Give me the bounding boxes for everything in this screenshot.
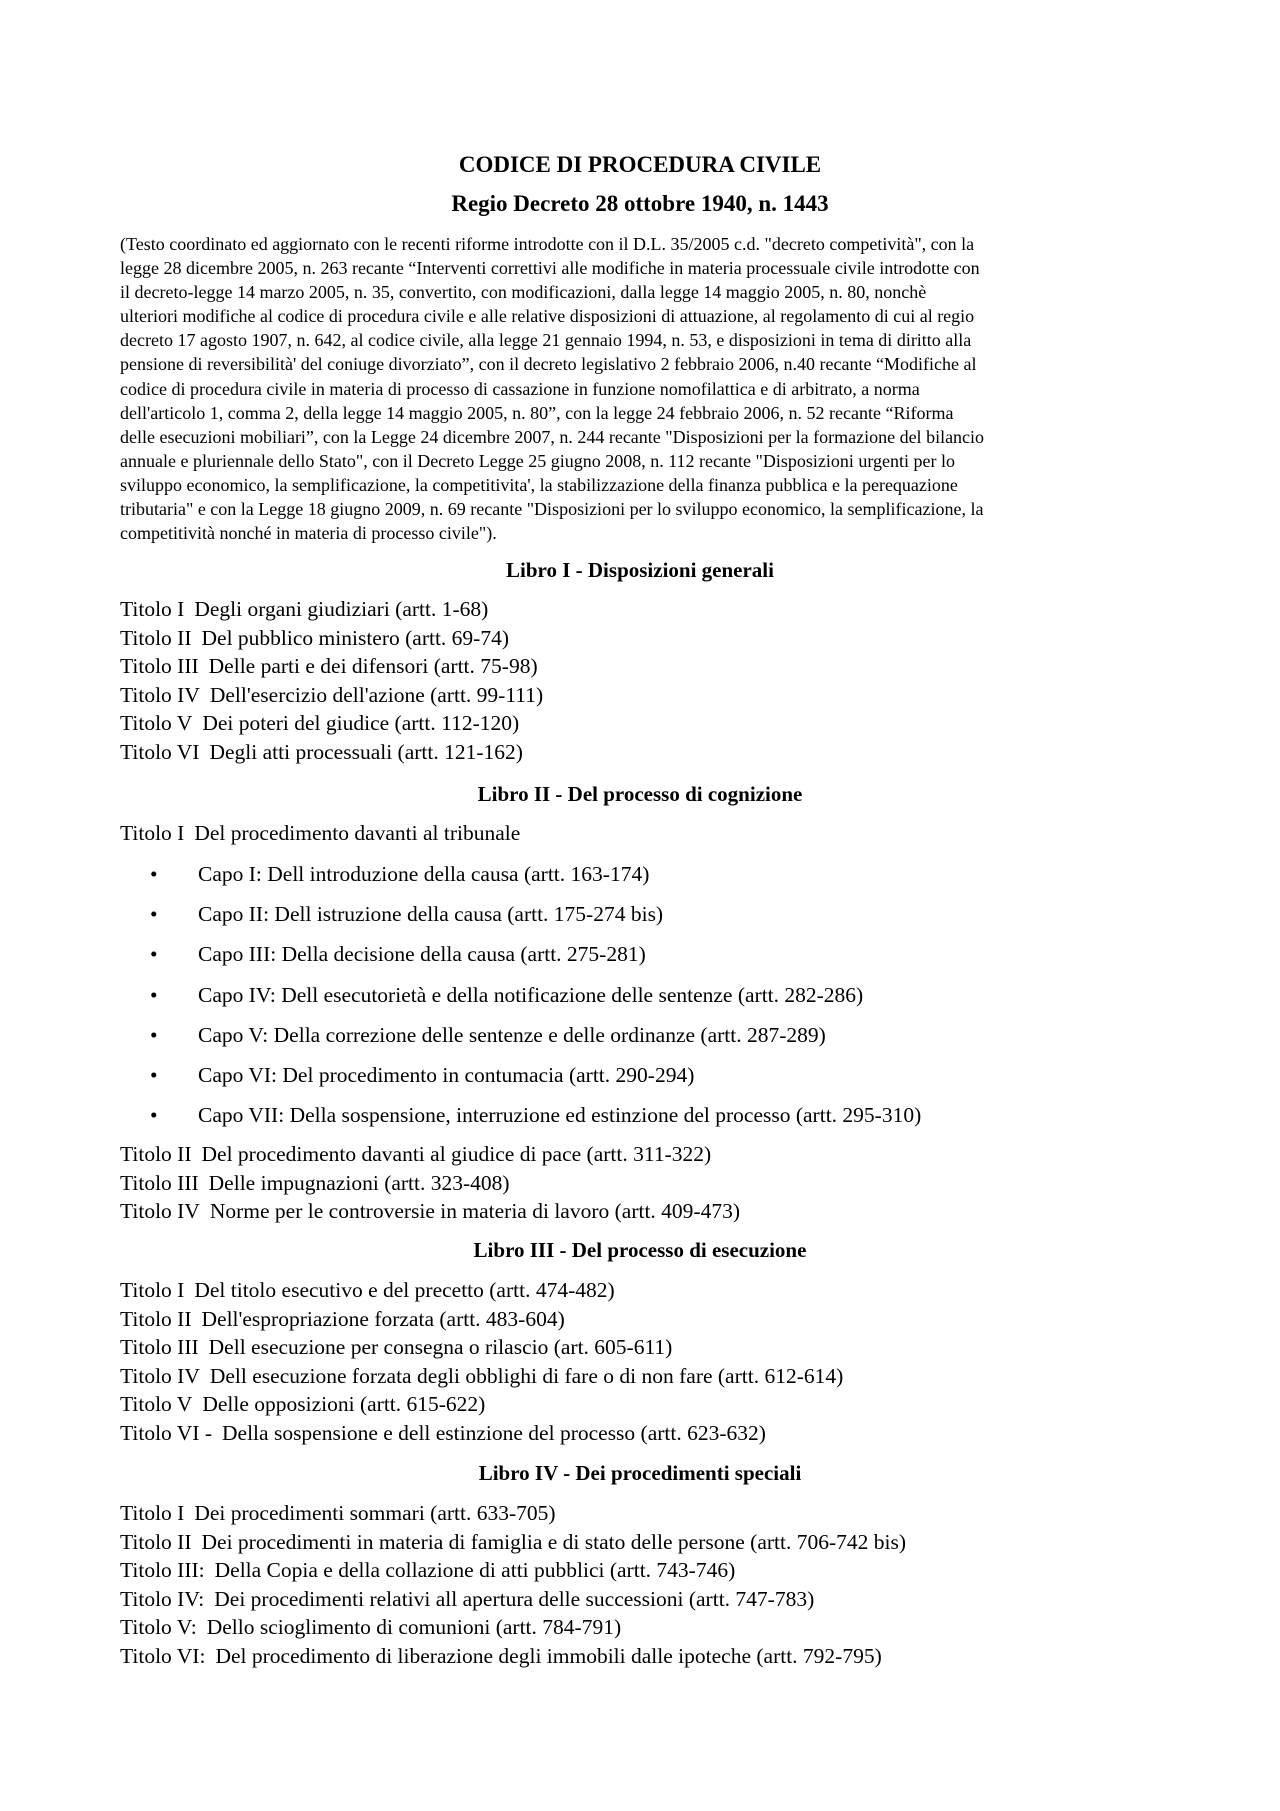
- capo-text: Capo V: Della correzione delle sentenze e delle ordinanze (artt. 287-289): [198, 1022, 826, 1047]
- titolo-label: Titolo IV: [120, 682, 200, 707]
- document-title: CODICE DI PROCEDURA CIVILE: [458, 152, 822, 177]
- titolo-item: [120, 1140, 1220, 1169]
- intro-line: pensione di reversibilità' del coniuge divorziato”, con il decreto legislativo 2 febbraio 2006, n.40 recante “Modifiche al: [120, 354, 977, 375]
- titolo-text: Della sospensione e dell estinzione del processo (artt. 623-632): [222, 1420, 766, 1445]
- intro-paragraph: [120, 232, 1180, 545]
- intro-line: sviluppo economico, la semplificazione, la competitivita', la stabilizzazione della finanza pubblica e la perequazione: [120, 474, 958, 495]
- capo-text: Capo VI: Del procedimento in contumacia (artt. 290-294): [198, 1062, 695, 1087]
- titolo-item: [120, 1642, 1220, 1671]
- capo-item: [150, 940, 1250, 980]
- titolo-item: [120, 595, 1220, 624]
- titolo-label: Titolo IV: [120, 1363, 200, 1388]
- libro-2-titolo-1: [120, 819, 1220, 848]
- titolo-item: [120, 1556, 1220, 1585]
- titolo-text: Del pubblico ministero (artt. 69-74): [201, 625, 509, 650]
- titolo-label: Titolo III: [120, 654, 199, 679]
- intro-line: ulteriori modifiche al codice di procedura civile e alle relative disposizioni di attuazione, al regolamento di cui al regio: [120, 306, 975, 327]
- titolo-text: Dell esecuzione per consegna o rilascio (art. 605-611): [208, 1335, 673, 1360]
- capo-item: [150, 981, 1250, 1021]
- titolo-item: [120, 624, 1220, 653]
- titolo-text: Dei poteri del giudice (artt. 112-120): [202, 711, 520, 736]
- bullet-icon: •: [150, 942, 158, 967]
- bullet-icon: •: [150, 982, 158, 1007]
- titolo-item: [120, 1419, 1220, 1448]
- titolo-item: [120, 1613, 1220, 1642]
- titolo-item: [120, 1276, 1220, 1305]
- intro-line: tributaria" e con la Legge 18 giugno 2009, n. 69 recante "Disposizioni per lo sviluppo economico, la semplificazione, la: [120, 499, 984, 520]
- bullet-icon: •: [150, 1103, 158, 1128]
- titolo-item: [120, 709, 1220, 738]
- titolo-text: Dei procedimenti in materia di famiglia e di stato delle persone (artt. 706-742 bis): [201, 1529, 907, 1554]
- titolo-label: Titolo I: [120, 1278, 185, 1302]
- titolo-label: Titolo VI: [120, 739, 200, 764]
- titolo-label: Titolo II: [120, 1306, 192, 1331]
- titolo-label: Titolo V:: [120, 1615, 197, 1640]
- titolo-item: [120, 738, 1220, 767]
- intro-line: competitività nonché in materia di processo civile").: [120, 523, 497, 544]
- titolo-label: Titolo IV: [120, 1199, 200, 1224]
- document-subtitle: Regio Decreto 28 ottobre 1940, n. 1443: [451, 191, 829, 216]
- titolo-label: Titolo V: [120, 1392, 193, 1417]
- bullet-icon: •: [150, 902, 158, 927]
- intro-line: dell'articolo 1, comma 2, della legge 14 maggio 2005, n. 80”, con la legge 24 febbraio 2006, n. 52 recante “Riforma: [120, 402, 954, 423]
- titolo-item: [120, 681, 1220, 710]
- libro-2-heading: Libro II - Del processo di cognizione: [477, 782, 803, 806]
- capo-text: Capo VII: Della sospensione, interruzione ed estinzione del processo (artt. 295-310): [198, 1103, 922, 1128]
- titolo-text: Della Copia e della collazione di atti pubblici (artt. 743-746): [214, 1558, 736, 1583]
- titolo-label: Titolo I: [120, 1501, 185, 1525]
- titolo-label: Titolo I: [120, 597, 185, 621]
- intro-line: annuale e pluriennale dello Stato", con il Decreto Legge 25 giugno 2008, n. 112 recante "Disposizioni urgenti per lo: [120, 450, 955, 471]
- titolo-text: Dei procedimenti sommari (artt. 633-705): [194, 1501, 556, 1525]
- capo-text: Capo IV: Dell esecutorietà e della notificazione delle sentenze (artt. 282-286): [198, 982, 864, 1007]
- titolo-item: [120, 1585, 1220, 1614]
- libro-3-heading: Libro III - Del processo di esecuzione: [473, 1238, 807, 1262]
- titolo-text: Norme per le controversie in materia di lavoro (artt. 409-473): [209, 1199, 741, 1224]
- capi-list: [150, 860, 1250, 1141]
- capo-item: [150, 860, 1250, 900]
- libro-4-heading: Libro IV - Dei procedimenti speciali: [478, 1461, 802, 1485]
- libro-2-list: [120, 1140, 1220, 1226]
- libro-1-list: [120, 595, 1220, 767]
- titolo-label: Titolo III: [120, 1170, 199, 1195]
- intro-line: legge 28 dicembre 2005, n. 263 recante “Interventi correttivi alle modifiche in materia processuale civile introdotte con: [120, 258, 980, 279]
- capo-item: [150, 1021, 1250, 1061]
- titolo-text: Delle opposizioni (artt. 615-622): [202, 1392, 486, 1417]
- titolo-text: Delle impugnazioni (artt. 323-408): [208, 1170, 510, 1195]
- titolo-label: Titolo V: [120, 711, 193, 736]
- titolo-text: Degli organi giudiziari (artt. 1-68): [194, 597, 489, 621]
- titolo-text: Del procedimento davanti al tribunale: [194, 821, 521, 845]
- capo-text: Capo III: Della decisione della causa (artt. 275-281): [198, 942, 646, 967]
- capo-item: [150, 1061, 1250, 1101]
- titolo-text: Dell esecuzione forzata degli obblighi di fare o di non fare (artt. 612-614): [209, 1363, 844, 1388]
- intro-line: codice di procedura civile in materia di processo di cassazione in funzione nomofilattica e di arbitrato, a norma: [120, 378, 920, 399]
- titolo-item: [120, 1169, 1220, 1198]
- titolo-label: Titolo II: [120, 625, 192, 650]
- titolo-text: Dei procedimenti relativi all apertura delle successioni (artt. 747-783): [214, 1586, 815, 1611]
- titolo-item: [120, 1362, 1220, 1391]
- titolo-label: Titolo II: [120, 1529, 192, 1554]
- titolo-text: Del procedimento davanti al giudice di pace (artt. 311-322): [201, 1142, 712, 1166]
- titolo-label: Titolo VI -: [120, 1420, 213, 1445]
- bullet-icon: •: [150, 1022, 158, 1047]
- titolo-label: Titolo IV:: [120, 1586, 205, 1611]
- titolo-text: Delle parti e dei difensori (artt. 75-98): [208, 654, 538, 679]
- titolo-item: [120, 652, 1220, 681]
- intro-line: decreto 17 agosto 1907, n. 642, al codice civile, alla legge 21 gennaio 1994, n. 53, e disposizioni in tema di diritto alla: [120, 330, 972, 351]
- titolo-text: Dell'esercizio dell'azione (artt. 99-111): [209, 682, 544, 707]
- titolo-text: Dell'espropriazione forzata (artt. 483-604): [201, 1306, 565, 1331]
- capo-item: [150, 1101, 1250, 1141]
- libro-3-list: [120, 1276, 1220, 1448]
- capo-text: Capo I: Dell introduzione della causa (artt. 163-174): [198, 862, 650, 886]
- bullet-icon: •: [150, 1062, 158, 1087]
- intro-line: il decreto-legge 14 marzo 2005, n. 35, convertito, con modificazioni, dalla legge 14 maggio 2005, n. 80, nonchè: [120, 282, 927, 303]
- libro-1-heading: Libro I - Disposizioni generali: [506, 558, 774, 582]
- titolo-label: Titolo III:: [120, 1558, 205, 1583]
- titolo-label: Titolo III: [120, 1335, 199, 1360]
- titolo-text: Degli atti processuali (artt. 121-162): [209, 739, 523, 764]
- intro-line: delle esecuzioni mobiliari”, con la Legge 24 dicembre 2007, n. 244 recante "Disposizioni per la formazione del bilancio: [120, 426, 985, 447]
- capo-text: Capo II: Dell istruzione della causa (artt. 175-274 bis): [198, 902, 664, 927]
- titolo-item: [120, 1528, 1220, 1557]
- bullet-icon: •: [150, 862, 158, 886]
- titolo-text: Del procedimento di liberazione degli immobili dalle ipoteche (artt. 792-795): [215, 1643, 882, 1668]
- titolo-item: [120, 1305, 1220, 1334]
- titolo-text: Del titolo esecutivo e del precetto (artt. 474-482): [194, 1278, 615, 1302]
- intro-line: (Testo coordinato ed aggiornato con le recenti riforme introdotte con il D.L. 35/2005 c.d. "decreto competività", con la: [120, 234, 975, 254]
- titolo-item: [120, 1197, 1220, 1226]
- titolo-text: Dello scioglimento di comunioni (artt. 784-791): [206, 1615, 622, 1640]
- titolo-item: [120, 1333, 1220, 1362]
- titolo-item: [120, 1390, 1220, 1419]
- titolo-label: Titolo I: [120, 821, 185, 845]
- libro-4-list: [120, 1499, 1220, 1671]
- capo-item: [150, 900, 1250, 940]
- titolo-label: Titolo VI:: [120, 1643, 206, 1668]
- titolo-item: [120, 1499, 1220, 1528]
- titolo-label: Titolo II: [120, 1142, 192, 1166]
